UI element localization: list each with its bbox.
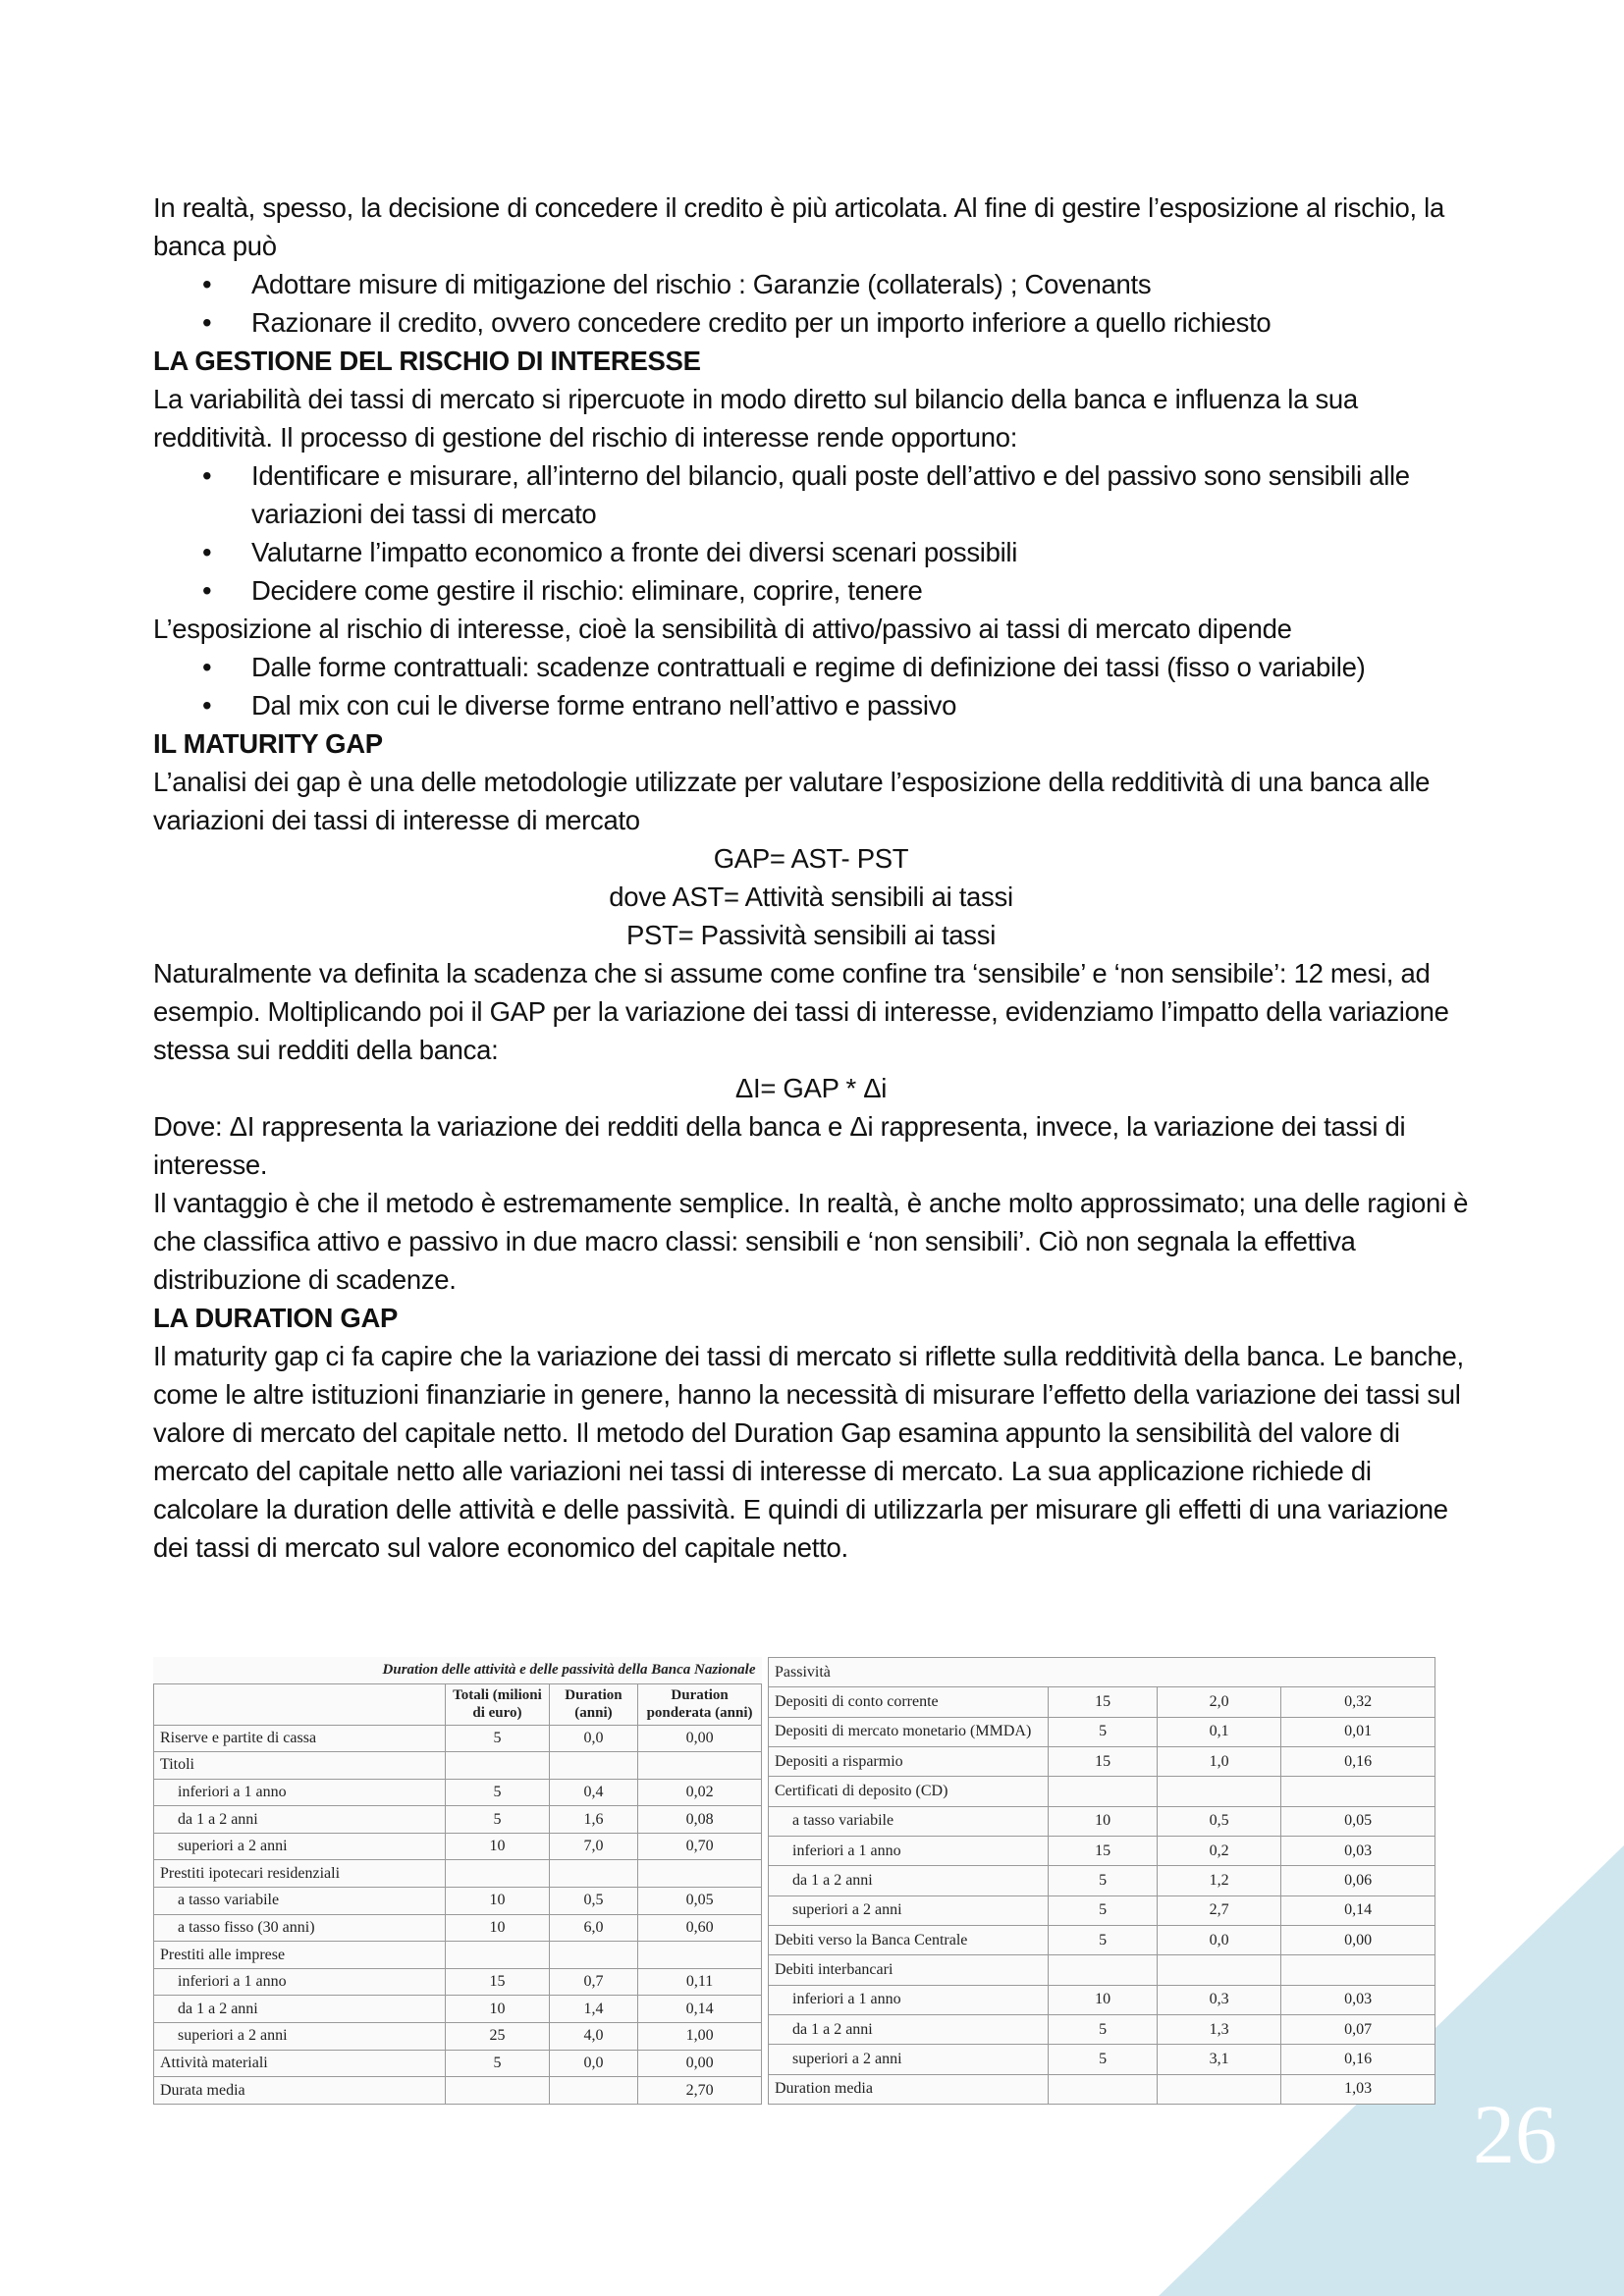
- table-cell: 15: [1049, 1687, 1158, 1717]
- table-cell: [446, 2077, 550, 2105]
- table-cell: 0,16: [1281, 1746, 1435, 1776]
- table-cell: 0,02: [638, 1779, 762, 1806]
- table-cell: 5: [446, 1806, 550, 1834]
- table-cell: 1,0: [1158, 1746, 1281, 1776]
- formula-ast: dove AST= Attività sensibili ai tassi: [609, 881, 1013, 912]
- row-label: Riserve e partite di cassa: [154, 1725, 446, 1752]
- row-label: superiori a 2 anni: [154, 2023, 446, 2051]
- table-cell: [638, 1752, 762, 1780]
- row-label: Titoli: [154, 1752, 446, 1780]
- table-cell: 0,5: [549, 1888, 637, 1915]
- row-label: a tasso fisso (30 anni): [154, 1914, 446, 1942]
- table-cell: [1158, 2074, 1281, 2104]
- table-cell: 25: [446, 2023, 550, 2051]
- table-row: [769, 2074, 1435, 2104]
- table-row: [154, 1942, 762, 1969]
- row-label: da 1 a 2 anni: [154, 1806, 446, 1834]
- list-item: • Dal mix con cui le diverse forme entrano nell’attivo e passivo: [251, 686, 1469, 724]
- table-cell: 2,0: [1158, 1687, 1281, 1717]
- paragraph: Il maturity gap ci fa capire che la variazione dei tassi di mercato si riflette sulla redditività della banca. Le banche, come le altre istituzioni finanziarie in genere, hanno la necessità di misurare l’effetto della variazione dei tassi sul valore di mercato del capitale netto. Il metodo del Duration Gap esamina appunto la sensibilità del valore di mercato del capitale netto alle variazioni nei tassi di interesse di mercato. La sua applicazione richiede di calcolare la duration delle attività e delle passività. E quindi di utilizzarla per misurare gli effetti di una variazione dei tassi di mercato sul valore economico del capitale netto.: [153, 1341, 1464, 1563]
- table-row: [154, 1968, 762, 1996]
- table-row: [154, 1914, 762, 1942]
- table-cell: 0,06: [1281, 1866, 1435, 1896]
- page-number: 26: [1473, 2087, 1557, 2181]
- bullet-list: [153, 648, 1469, 724]
- table-cell: 0,08: [638, 1806, 762, 1834]
- table-row: [154, 2023, 762, 2051]
- table-cell: 5: [1049, 1717, 1158, 1746]
- table-cell: [549, 1752, 637, 1780]
- table-row: [769, 1806, 1435, 1836]
- table-row: [154, 1996, 762, 2023]
- table-row: [769, 1955, 1435, 1985]
- table-cell: 2,7: [1158, 1896, 1281, 1925]
- table-cell: 0,00: [1281, 1925, 1435, 1954]
- table-cell: [1158, 1777, 1281, 1806]
- list-item: • Identificare e misurare, all’interno del bilancio, quali poste dell’attivo e del passivo sono sensibili alle variazioni dei tassi di mercato: [251, 456, 1469, 533]
- table-cell: 0,5: [1158, 1806, 1281, 1836]
- table-cell: 0,1: [1158, 1717, 1281, 1746]
- formula-pst: PST= Passività sensibili ai tassi: [625, 920, 996, 950]
- table-row: [154, 1725, 762, 1752]
- table-cell: 0,32: [1281, 1687, 1435, 1717]
- table-cell: 1,03: [1281, 2074, 1435, 2104]
- table-row: [154, 1860, 762, 1888]
- table-cell: 0,14: [638, 1996, 762, 2023]
- table-row: [154, 2077, 762, 2105]
- list-item: • Adottare misure di mitigazione del rischio : Garanzie (collaterals) ; Covenants: [251, 265, 1469, 303]
- section-heading-interest-risk: LA GESTIONE DEL RISCHIO DI INTERESSE: [153, 346, 701, 376]
- table-cell: 5: [446, 1779, 550, 1806]
- table-cell: 0,00: [638, 1725, 762, 1752]
- duration-tables: [153, 1657, 1435, 2105]
- table-cell: 10: [446, 1996, 550, 2023]
- table-row: [769, 1717, 1435, 1746]
- table-cell: 10: [1049, 1806, 1158, 1836]
- table-cell: 5: [446, 1725, 550, 1752]
- table-cell: [549, 1942, 637, 1969]
- row-label: a tasso variabile: [154, 1888, 446, 1915]
- list-item: • Decidere come gestire il rischio: eliminare, coprire, tenere: [251, 571, 1469, 610]
- table-cell: [549, 1860, 637, 1888]
- table-cell: 0,07: [1281, 2014, 1435, 2044]
- list-item: • Valutarne l’impatto economico a fronte dei diversi scenari possibili: [251, 533, 1469, 571]
- row-label: Debiti interbancari: [769, 1955, 1049, 1985]
- column-header: [154, 1683, 446, 1725]
- intro-paragraph: In realtà, spesso, la decisione di concedere il credito è più articolata. Al fine di gestire l’esposizione al rischio, la banca può: [153, 192, 1444, 261]
- table-cell: 0,60: [638, 1914, 762, 1942]
- table-row: [769, 2045, 1435, 2074]
- table-row: [769, 1896, 1435, 1925]
- paragraph: Dove: ΔI rappresenta la variazione dei redditi della banca e Δi rappresenta, invece, la variazione dei tassi di interesse.: [153, 1111, 1406, 1180]
- row-label: inferiori a 1 anno: [154, 1779, 446, 1806]
- paragraph: Naturalmente va definita la scadenza che si assume come confine tra ‘sensibile’ e ‘non sensibile’: 12 mesi, ad esempio. Moltiplicando poi il GAP per la variazione dei tassi di interesse, evidenziamo l’impatto della variazione stessa sui redditi della banca:: [153, 958, 1449, 1065]
- liabilities-table-body: [769, 1687, 1435, 2105]
- liabilities-duration-table: [768, 1657, 1435, 2105]
- table-cell: 1,3: [1158, 2014, 1281, 2044]
- table-row: [769, 1687, 1435, 1717]
- bullet-list: [153, 456, 1469, 610]
- table-cell: 0,00: [638, 2050, 762, 2077]
- table-row: [154, 1833, 762, 1860]
- row-label: superiori a 2 anni: [769, 1896, 1049, 1925]
- table-cell: [446, 1860, 550, 1888]
- page-body: [153, 188, 1469, 1567]
- row-label: superiori a 2 anni: [154, 1833, 446, 1860]
- table-cell: 10: [446, 1888, 550, 1915]
- row-label: superiori a 2 anni: [769, 2045, 1049, 2074]
- table-cell: 5: [1049, 2045, 1158, 2074]
- table-row: [769, 1985, 1435, 2014]
- table-cell: 0,0: [549, 1725, 637, 1752]
- table-cell: 0,01: [1281, 1717, 1435, 1746]
- table-cell: 0,7: [549, 1968, 637, 1996]
- row-label: Attività materiali: [154, 2050, 446, 2077]
- table-cell: 1,6: [549, 1806, 637, 1834]
- row-label: Prestiti ipotecari residenziali: [154, 1860, 446, 1888]
- section-heading-duration-gap: LA DURATION GAP: [153, 1303, 399, 1333]
- table-cell: 10: [446, 1833, 550, 1860]
- section-heading-maturity-gap: IL MATURITY GAP: [153, 728, 383, 759]
- table-cell: 0,3: [1158, 1985, 1281, 2014]
- formula-gap: GAP= AST- PST: [713, 843, 909, 874]
- row-label: inferiori a 1 anno: [769, 1836, 1049, 1865]
- table-cell: 15: [1049, 1746, 1158, 1776]
- table-cell: 0,16: [1281, 2045, 1435, 2074]
- table-cell: 1,2: [1158, 1866, 1281, 1896]
- table-row: [154, 1779, 762, 1806]
- row-label: Durata media: [154, 2077, 446, 2105]
- table-cell: 1,00: [638, 2023, 762, 2051]
- list-item: • Razionare il credito, ovvero concedere credito per un importo inferiore a quello richiesto: [251, 303, 1469, 342]
- table-cell: 15: [1049, 1836, 1158, 1865]
- table-cell: 0,11: [638, 1968, 762, 1996]
- table-row: [769, 1777, 1435, 1806]
- table-row: [154, 2050, 762, 2077]
- table-caption: Duration delle attività e delle passività della Banca Nazionale: [154, 1657, 762, 1683]
- table-cell: 15: [446, 1968, 550, 1996]
- table-cell: [1281, 1777, 1435, 1806]
- table-row: [769, 1746, 1435, 1776]
- row-label: da 1 a 2 anni: [769, 2014, 1049, 2044]
- table-row: [154, 1752, 762, 1780]
- intro-bullet-list: [153, 265, 1469, 342]
- table-row: [154, 1806, 762, 1834]
- table-row: [769, 1866, 1435, 1896]
- table-cell: [549, 2077, 637, 2105]
- table-cell: [446, 1942, 550, 1969]
- table-cell: [1281, 1955, 1435, 1985]
- assets-table-body: [154, 1725, 762, 2105]
- table-cell: 0,05: [638, 1888, 762, 1915]
- column-header: Duration ponderata (anni): [638, 1683, 762, 1725]
- table-cell: 2,70: [638, 2077, 762, 2105]
- row-label: Duration media: [769, 2074, 1049, 2104]
- table-cell: [1049, 2074, 1158, 2104]
- paragraph: L’esposizione al rischio di interesse, cioè la sensibilità di attivo/passivo ai tassi di mercato dipende: [153, 614, 1292, 644]
- table-row: [769, 1925, 1435, 1954]
- table-cell: 0,03: [1281, 1836, 1435, 1865]
- paragraph: La variabilità dei tassi di mercato si ripercuote in modo diretto sul bilancio della banca e influenza la sua redditività. Il processo di gestione del rischio di interesse rende opportuno:: [153, 384, 1358, 453]
- row-label: Certificati di deposito (CD): [769, 1777, 1049, 1806]
- row-label: da 1 a 2 anni: [769, 1866, 1049, 1896]
- table-cell: [446, 1752, 550, 1780]
- row-label: Depositi a risparmio: [769, 1746, 1049, 1776]
- table-cell: 10: [1049, 1985, 1158, 2014]
- formula-delta-i: ΔI= GAP * Δi: [734, 1073, 888, 1103]
- table-row: [769, 1836, 1435, 1865]
- list-item: • Dalle forme contrattuali: scadenze contrattuali e regime di definizione dei tassi (fisso o variabile): [251, 648, 1469, 686]
- table-cell: 0,05: [1281, 1806, 1435, 1836]
- table-cell: 0,03: [1281, 1985, 1435, 2014]
- table-cell: 3,1: [1158, 2045, 1281, 2074]
- table-cell: [1049, 1955, 1158, 1985]
- row-label: da 1 a 2 anni: [154, 1996, 446, 2023]
- table-cell: 10: [446, 1914, 550, 1942]
- table-cell: 4,0: [549, 2023, 637, 2051]
- column-header: Duration (anni): [549, 1683, 637, 1725]
- table-cell: [1049, 1777, 1158, 1806]
- row-label: Depositi di mercato monetario (MMDA): [769, 1717, 1049, 1746]
- table-cell: 5: [1049, 2014, 1158, 2044]
- row-label: Depositi di conto corrente: [769, 1687, 1049, 1717]
- paragraph: Il vantaggio è che il metodo è estremamente semplice. In realtà, è anche molto approssimato; una delle ragioni è che classifica attivo e passivo in due macro classi: sensibili e ‘non sensibili’. Ciò non segnala la effettiva distribuzione di scadenze.: [153, 1188, 1469, 1295]
- table-cell: 1,4: [549, 1996, 637, 2023]
- row-label: a tasso variabile: [769, 1806, 1049, 1836]
- table-cell: [638, 1942, 762, 1969]
- row-label: Prestiti alle imprese: [154, 1942, 446, 1969]
- row-label: inferiori a 1 anno: [154, 1968, 446, 1996]
- table-cell: [638, 1860, 762, 1888]
- table-cell: 6,0: [549, 1914, 637, 1942]
- table-cell: 0,0: [1158, 1925, 1281, 1954]
- table-row: [769, 2014, 1435, 2044]
- table-cell: 5: [1049, 1896, 1158, 1925]
- table-cell: 0,70: [638, 1833, 762, 1860]
- column-header: Totali (milioni di euro): [446, 1683, 550, 1725]
- table-cell: 5: [446, 2050, 550, 2077]
- table-cell: 0,4: [549, 1779, 637, 1806]
- assets-duration-table: [153, 1657, 762, 2105]
- table-cell: 0,0: [549, 2050, 637, 2077]
- table-row: [154, 1888, 762, 1915]
- row-label: Debiti verso la Banca Centrale: [769, 1925, 1049, 1954]
- table-cell: 0,14: [1281, 1896, 1435, 1925]
- table-cell: 0,2: [1158, 1836, 1281, 1865]
- paragraph: L’analisi dei gap è una delle metodologie utilizzate per valutare l’esposizione della redditività di una banca alle variazioni dei tassi di interesse di mercato: [153, 767, 1431, 835]
- row-label: inferiori a 1 anno: [769, 1985, 1049, 2014]
- table-cell: 5: [1049, 1866, 1158, 1896]
- table-cell: [1158, 1955, 1281, 1985]
- table-cell: 5: [1049, 1925, 1158, 1954]
- table-cell: 7,0: [549, 1833, 637, 1860]
- table-title: Passività: [769, 1658, 1435, 1687]
